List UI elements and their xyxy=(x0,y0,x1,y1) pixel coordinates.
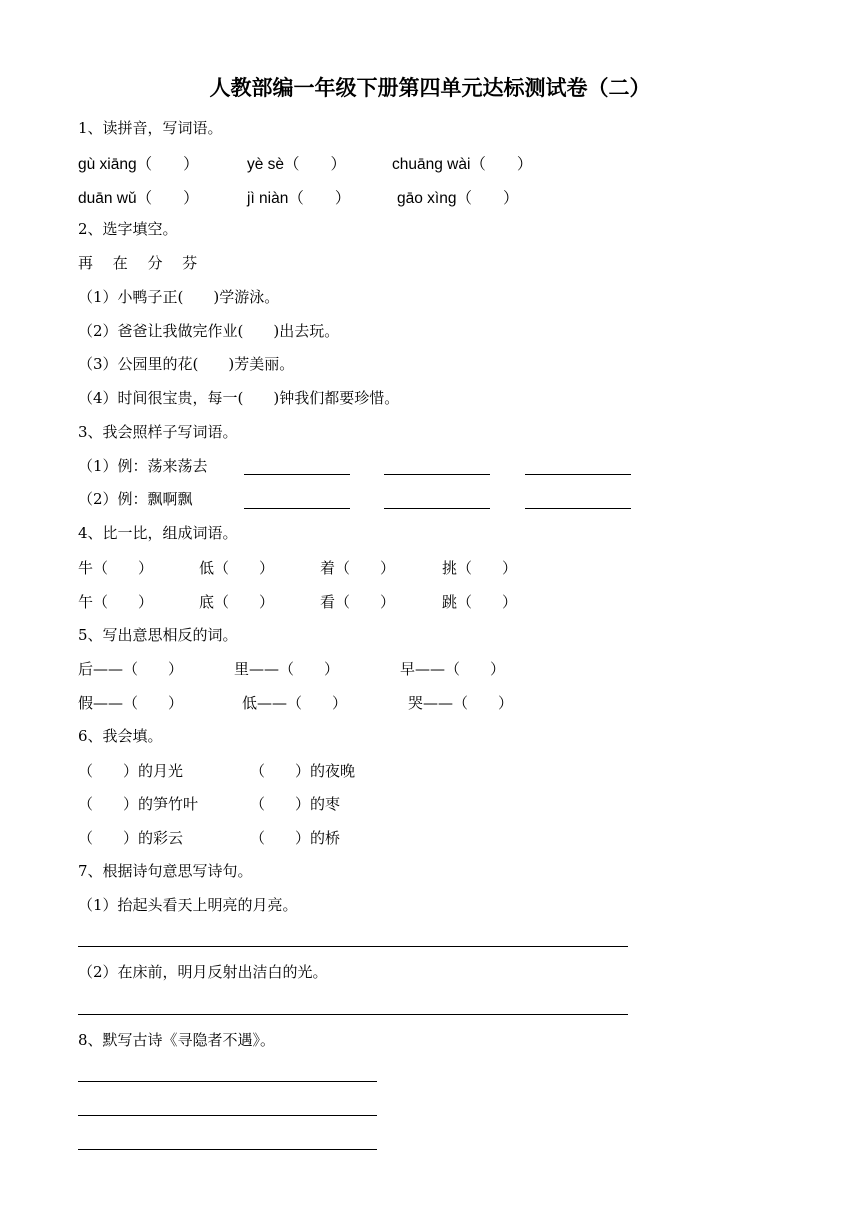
q2-item: （3）公园里的花( )芳美丽。 xyxy=(78,355,295,373)
answer-line xyxy=(78,1081,377,1082)
q5-item: 早——（ ） xyxy=(400,660,506,678)
q4-item: 低（ ） xyxy=(199,559,275,577)
q1-item: jì niàn（ ） xyxy=(247,190,351,207)
q6-item: （ ）的月光 xyxy=(78,762,184,780)
q4-item: 着（ ） xyxy=(320,559,396,577)
q6-item: （ ）的桥 xyxy=(250,829,341,847)
q4-item: 底（ ） xyxy=(199,593,275,611)
q2-heading: 2、选字填空。 xyxy=(78,220,178,238)
q5-item: 后——（ ） xyxy=(78,660,184,678)
q7-item: （1）抬起头看天上明亮的月亮。 xyxy=(78,896,298,914)
q6-item: （ ）的笋竹叶 xyxy=(78,795,199,813)
answer-line xyxy=(384,474,490,475)
q1-item: duān wǔ（ ） xyxy=(78,190,199,207)
q8-heading: 8、默写古诗《寻隐者不遇》。 xyxy=(78,1031,276,1049)
page-title: 人教部编一年级下册第四单元达标测试卷（二） xyxy=(209,75,651,100)
q4-heading: 4、比一比，组成词语。 xyxy=(78,524,238,542)
q3-heading: 3、我会照样子写词语。 xyxy=(78,423,238,441)
q7-item: （2）在床前，明月反射出洁白的光。 xyxy=(78,963,328,981)
q2-item: （1）小鸭子正( )学游泳。 xyxy=(78,288,280,306)
q1-item: gāo xìng（ ） xyxy=(397,190,519,207)
answer-line xyxy=(78,946,628,947)
answer-line xyxy=(78,1149,377,1150)
q4-item: 看（ ） xyxy=(320,593,396,611)
q3-item: （1）例：荡来荡去 xyxy=(78,457,208,475)
answer-line xyxy=(384,508,490,509)
q2-item: （4）时间很宝贵，每一( )钟我们都要珍惜。 xyxy=(78,389,400,407)
q1-item: gù xiāng（ ） xyxy=(78,156,199,173)
answer-line xyxy=(78,1014,628,1015)
q4-item: 跳（ ） xyxy=(442,593,518,611)
q6-item: （ ）的枣 xyxy=(250,795,341,813)
q6-item: （ ）的夜晚 xyxy=(250,762,356,780)
q4-item: 午（ ） xyxy=(78,593,154,611)
q6-item: （ ）的彩云 xyxy=(78,829,184,847)
answer-line xyxy=(244,474,350,475)
q4-item: 牛（ ） xyxy=(78,559,154,577)
q1-heading: 1、读拼音，写词语。 xyxy=(78,119,223,137)
q1-item: chuāng wài（ ） xyxy=(392,156,533,173)
answer-line xyxy=(525,474,631,475)
q7-heading: 7、根据诗句意思写诗句。 xyxy=(78,862,253,880)
q5-heading: 5、写出意思相反的词。 xyxy=(78,626,238,644)
q5-item: 假——（ ） xyxy=(78,694,184,712)
answer-line xyxy=(78,1115,377,1116)
q5-item: 哭——（ ） xyxy=(408,694,514,712)
q6-heading: 6、我会填。 xyxy=(78,727,163,745)
answer-line xyxy=(525,508,631,509)
q5-item: 低——（ ） xyxy=(242,694,348,712)
q1-item: yè sè（ ） xyxy=(247,156,347,173)
q3-item: （2）例：飘啊飘 xyxy=(78,490,193,508)
q4-item: 挑（ ） xyxy=(442,559,518,577)
q5-item: 里——（ ） xyxy=(234,660,340,678)
q2-options: 再 在 分 芬 xyxy=(78,254,198,272)
answer-line xyxy=(244,508,350,509)
q2-item: （2）爸爸让我做完作业( )出去玩。 xyxy=(78,322,340,340)
